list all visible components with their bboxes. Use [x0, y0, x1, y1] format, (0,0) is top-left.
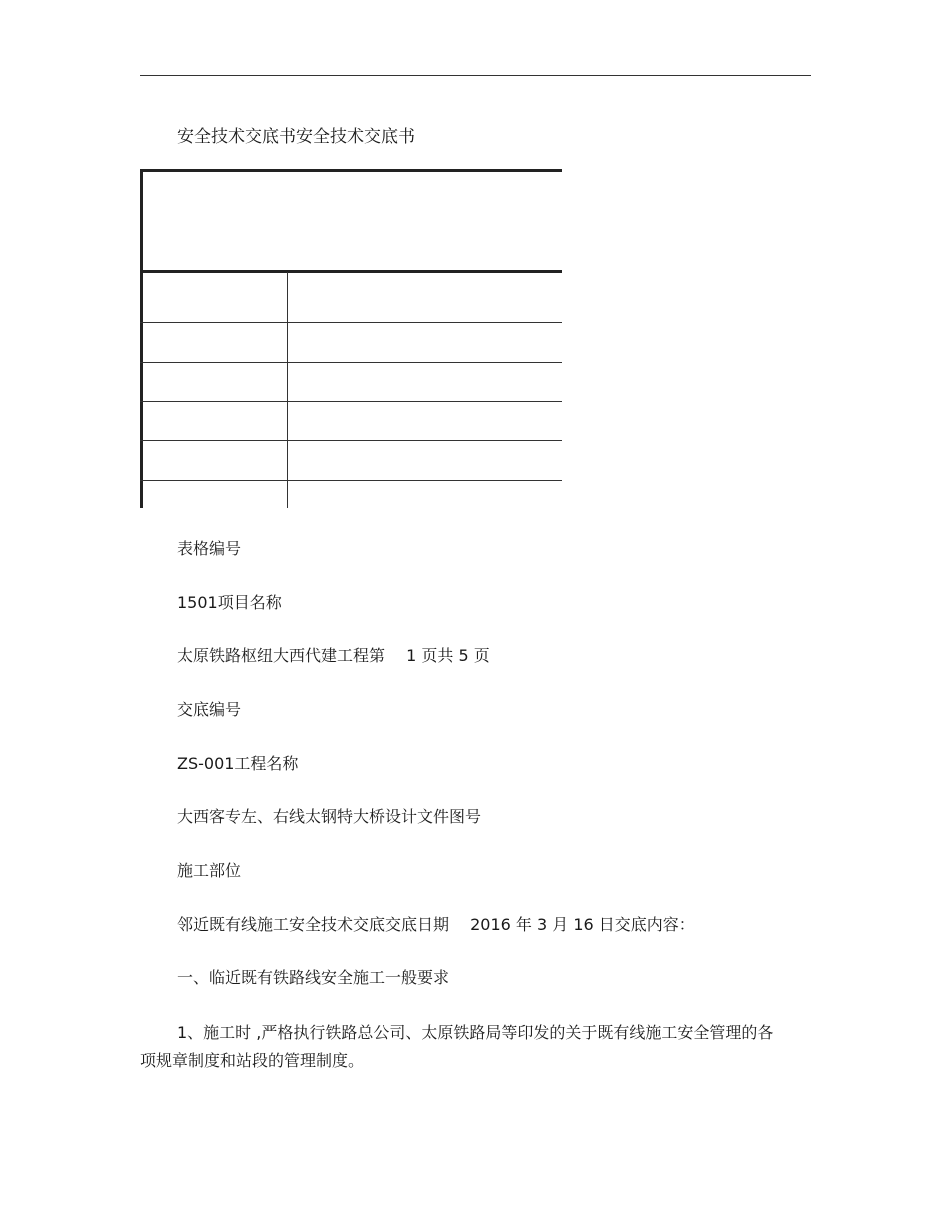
table-row-line [140, 322, 562, 323]
field-engineering-name-label: ZS-001工程名称 [177, 754, 299, 773]
table-top-border [140, 169, 562, 172]
table-header-border [140, 270, 562, 273]
table-row-line [140, 480, 562, 481]
field-project-value: 太原铁路枢纽大西代建工程第 1 页共 5 页 [177, 646, 490, 665]
section-heading: 一、临近既有铁路线安全施工一般要求 [177, 968, 450, 987]
field-handover-number-label: 交底编号 [177, 700, 242, 719]
table-column-divider [287, 272, 288, 508]
table-row-line [140, 440, 562, 441]
field-project-name-label: 1501项目名称 [177, 593, 282, 612]
field-handover-date: 邻近既有线施工安全技术交底交底日期 2016 年 3 月 16 日交底内容： [177, 915, 695, 934]
field-form-number-label: 表格编号 [177, 539, 242, 558]
document-title: 安全技术交底书安全技术交底书 [177, 127, 415, 147]
header-rule [140, 75, 811, 76]
table-row-line [140, 362, 562, 363]
field-construction-part-label: 施工部位 [177, 861, 242, 880]
body-paragraph: 1、施工时 ,严格执行铁路总公司、太原铁路局等印发的关于既有线施工安全管理的各项规章制度和站段的管理制度。 [140, 1023, 774, 1070]
table-left-border [140, 169, 143, 508]
field-engineering-value: 大西客专左、右线太钢特大桥设计文件图号 [177, 807, 482, 826]
table-row-line [140, 401, 562, 402]
